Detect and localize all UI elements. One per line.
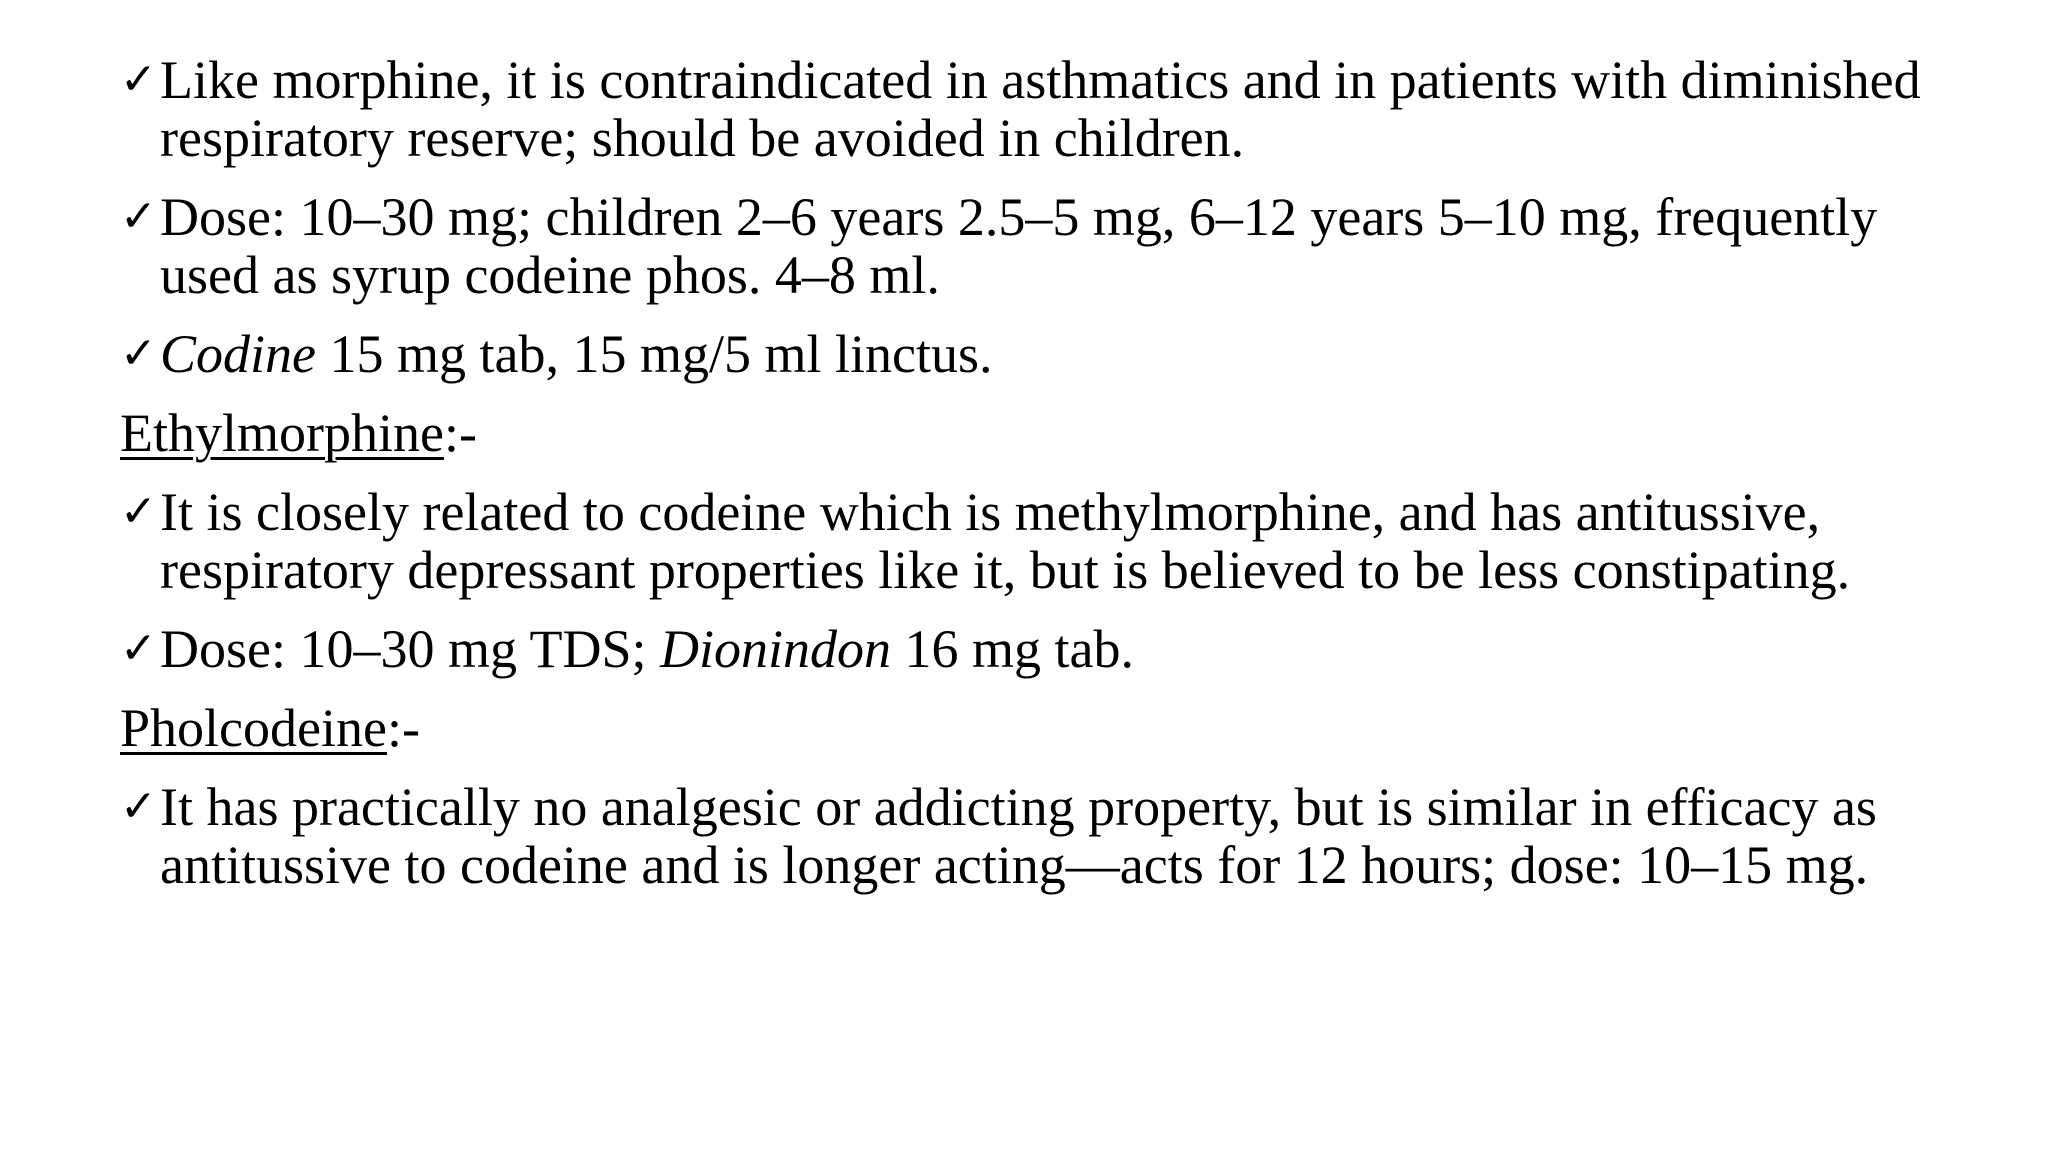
- brand-name: Dionindon: [660, 619, 892, 679]
- heading-suffix: :-: [443, 403, 477, 463]
- bullet-text: It is closely related to codeine which is methylmorphine, and has antitussive, respiratory depressant properties like it, but is believed to be less constipating.: [160, 482, 1851, 600]
- bullet-text: 16 mg tab.: [891, 619, 1135, 679]
- checkmark-icon: ✓: [120, 191, 157, 242]
- drug-term: Ethylmorphine: [120, 403, 444, 463]
- bullet-codeine-dose: [120, 188, 1940, 304]
- bullet-text: 15 mg tab, 15 mg/5 ml linctus.: [316, 324, 993, 384]
- checkmark-icon: ✓: [120, 328, 157, 379]
- bullet-text: Dose: 10–30 mg TDS;: [160, 619, 661, 679]
- drug-term: Pholcodeine: [120, 698, 387, 758]
- bullet-ethylmorphine-dose: [120, 620, 1940, 678]
- heading-ethylmorphine: [120, 404, 1940, 462]
- bullet-codine-preparation: [120, 325, 1940, 383]
- heading-pholcodeine: [120, 699, 1940, 757]
- bullet-ethylmorphine-properties: [120, 483, 1940, 599]
- slide-content: [120, 51, 1940, 915]
- checkmark-icon: ✓: [120, 486, 157, 537]
- bullet-pholcodeine-properties: [120, 778, 1940, 894]
- checkmark-icon: ✓: [120, 781, 157, 832]
- bullet-contraindications: [120, 51, 1940, 167]
- bullet-text: Dose: 10–30 mg; children 2–6 years 2.5–5 mg, 6–12 years 5–10 mg, frequently used as syrup codeine phos. 4–8 ml.: [160, 187, 1878, 305]
- bullet-text: It has practically no analgesic or addicting property, but is similar in efficacy as antitussive to codeine and is longer acting—acts for 12 hours; dose: 10–15 mg.: [160, 777, 1877, 895]
- checkmark-icon: ✓: [120, 623, 157, 674]
- heading-suffix: :-: [386, 698, 420, 758]
- bullet-text: Like morphine, it is contraindicated in asthmatics and in patients with diminished respiratory reserve; should be avoided in children.: [160, 50, 1921, 168]
- checkmark-icon: ✓: [120, 54, 157, 105]
- brand-name: Codine: [160, 324, 316, 384]
